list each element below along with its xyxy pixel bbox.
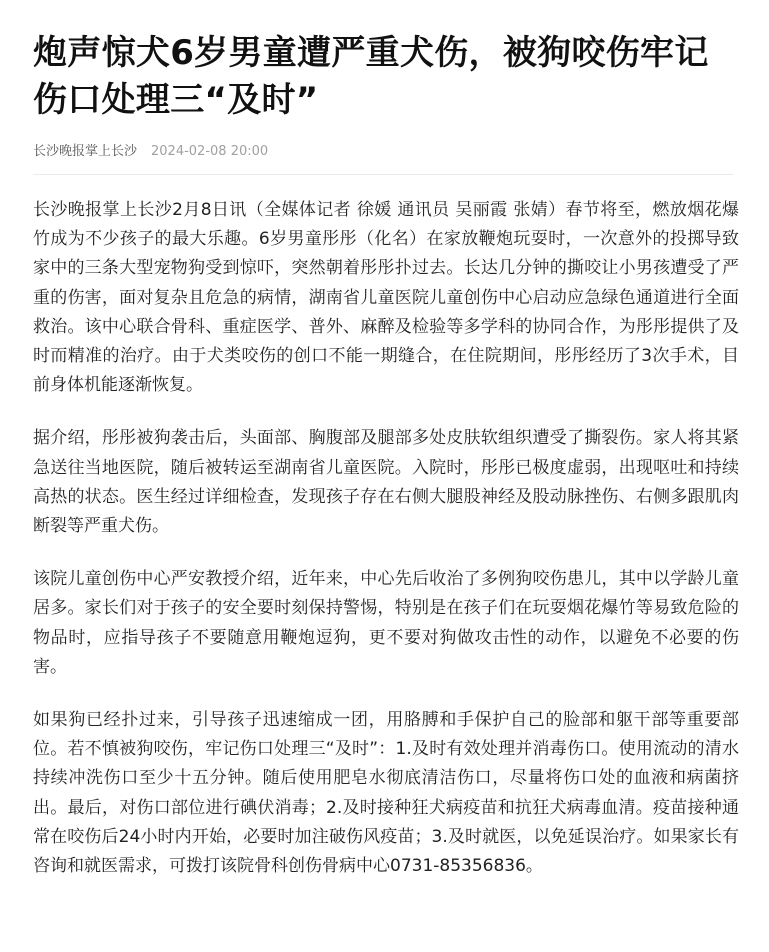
article-paragraph-3: 该院儿童创伤中心严安教授介绍，近年来，中心先后收治了多例狗咬伤患儿，其中以学龄儿童居多。家长们对于孩子的安全要时刻保持警惕，特别是在孩子们在玩耍烟花爆竹等易致危险的物品时，应指导孩子不要随意用鞭炮逗狗，更不要对狗做攻击性的动作，以避免不必要的伤害。	[33, 569, 739, 677]
article-paragraph-1: 长沙晚报掌上长沙2月8日讯（全媒体记者 徐媛 通讯员 吴丽霞 张婧）春节将至，燃放烟花爆竹成为不少孩子的最大乐趣。6岁男童彤彤（化名）在家放鞭炮玩耍时，一次意外的投掷导致家中的三条大型宠物狗受到惊吓，突然朝着彤彤扑过去。长达几分钟的撕咬让小男孩遭受了严重的伤害，面对复杂且危急的病情，湖南省儿童医院儿童创伤中心启动应急绿色通道进行全面救治。该中心联合骨科、重症医学、普外、麻醉及检验等多学科的协同合作，为彤彤提供了及时而精准的治疗。由于犬类咬伤的创口不能一期缝合，在住院期间，彤彤经历了3次手术，目前身体机能逐渐恢复。	[33, 200, 739, 396]
article-source[interactable]: 长沙晚报掌上长沙	[33, 144, 138, 159]
publish-time: 2024-02-08 20:00	[151, 144, 269, 159]
article-paragraph-2: 据介绍，彤彤被狗袭击后，头面部、胸腹部及腿部多处皮肤软组织遭受了撕裂伤。家人将其紧急送往当地医院，随后被转运至湖南省儿童医院。入院时，彤彤已极度虚弱，出现呕吐和持续高热的状态。医生经过详细检查，发现孩子存在右侧大腿股神经及股动脉挫伤、右侧多跟肌肉断裂等严重犬伤。	[33, 428, 739, 537]
meta-divider	[33, 174, 733, 175]
article-title: 炮声惊犬6岁男童遭严重犬伤，被狗咬伤牢记伤口处理三“及时”	[33, 33, 709, 120]
article-paragraph-4: 如果狗已经扑过来，引导孩子迅速缩成一团，用胳膊和手保护自己的脸部和躯干部等重要部位。若不慎被狗咬伤，牢记伤口处理三“及时”：1.及时有效处理并消毒伤口。使用流动的清水持续冲洗伤口至少十五分钟。随后使用肥皂水彻底清洁伤口，尽量将伤口处的血液和病菌挤出。最后，对伤口部位进行碘伏消毒；2.及时接种狂犬病疫苗和抗狂犬病毒血清。疫苗接种通常在咬伤后24小时内开始，必要时加注破伤风疫苗；3.及时就医，以免延误治疗。如果家长有咨询和就医需求，可拨打该院骨科创伤骨病中心0731-85356836。	[33, 710, 739, 877]
article-meta	[33, 143, 739, 161]
article-body	[33, 196, 739, 881]
